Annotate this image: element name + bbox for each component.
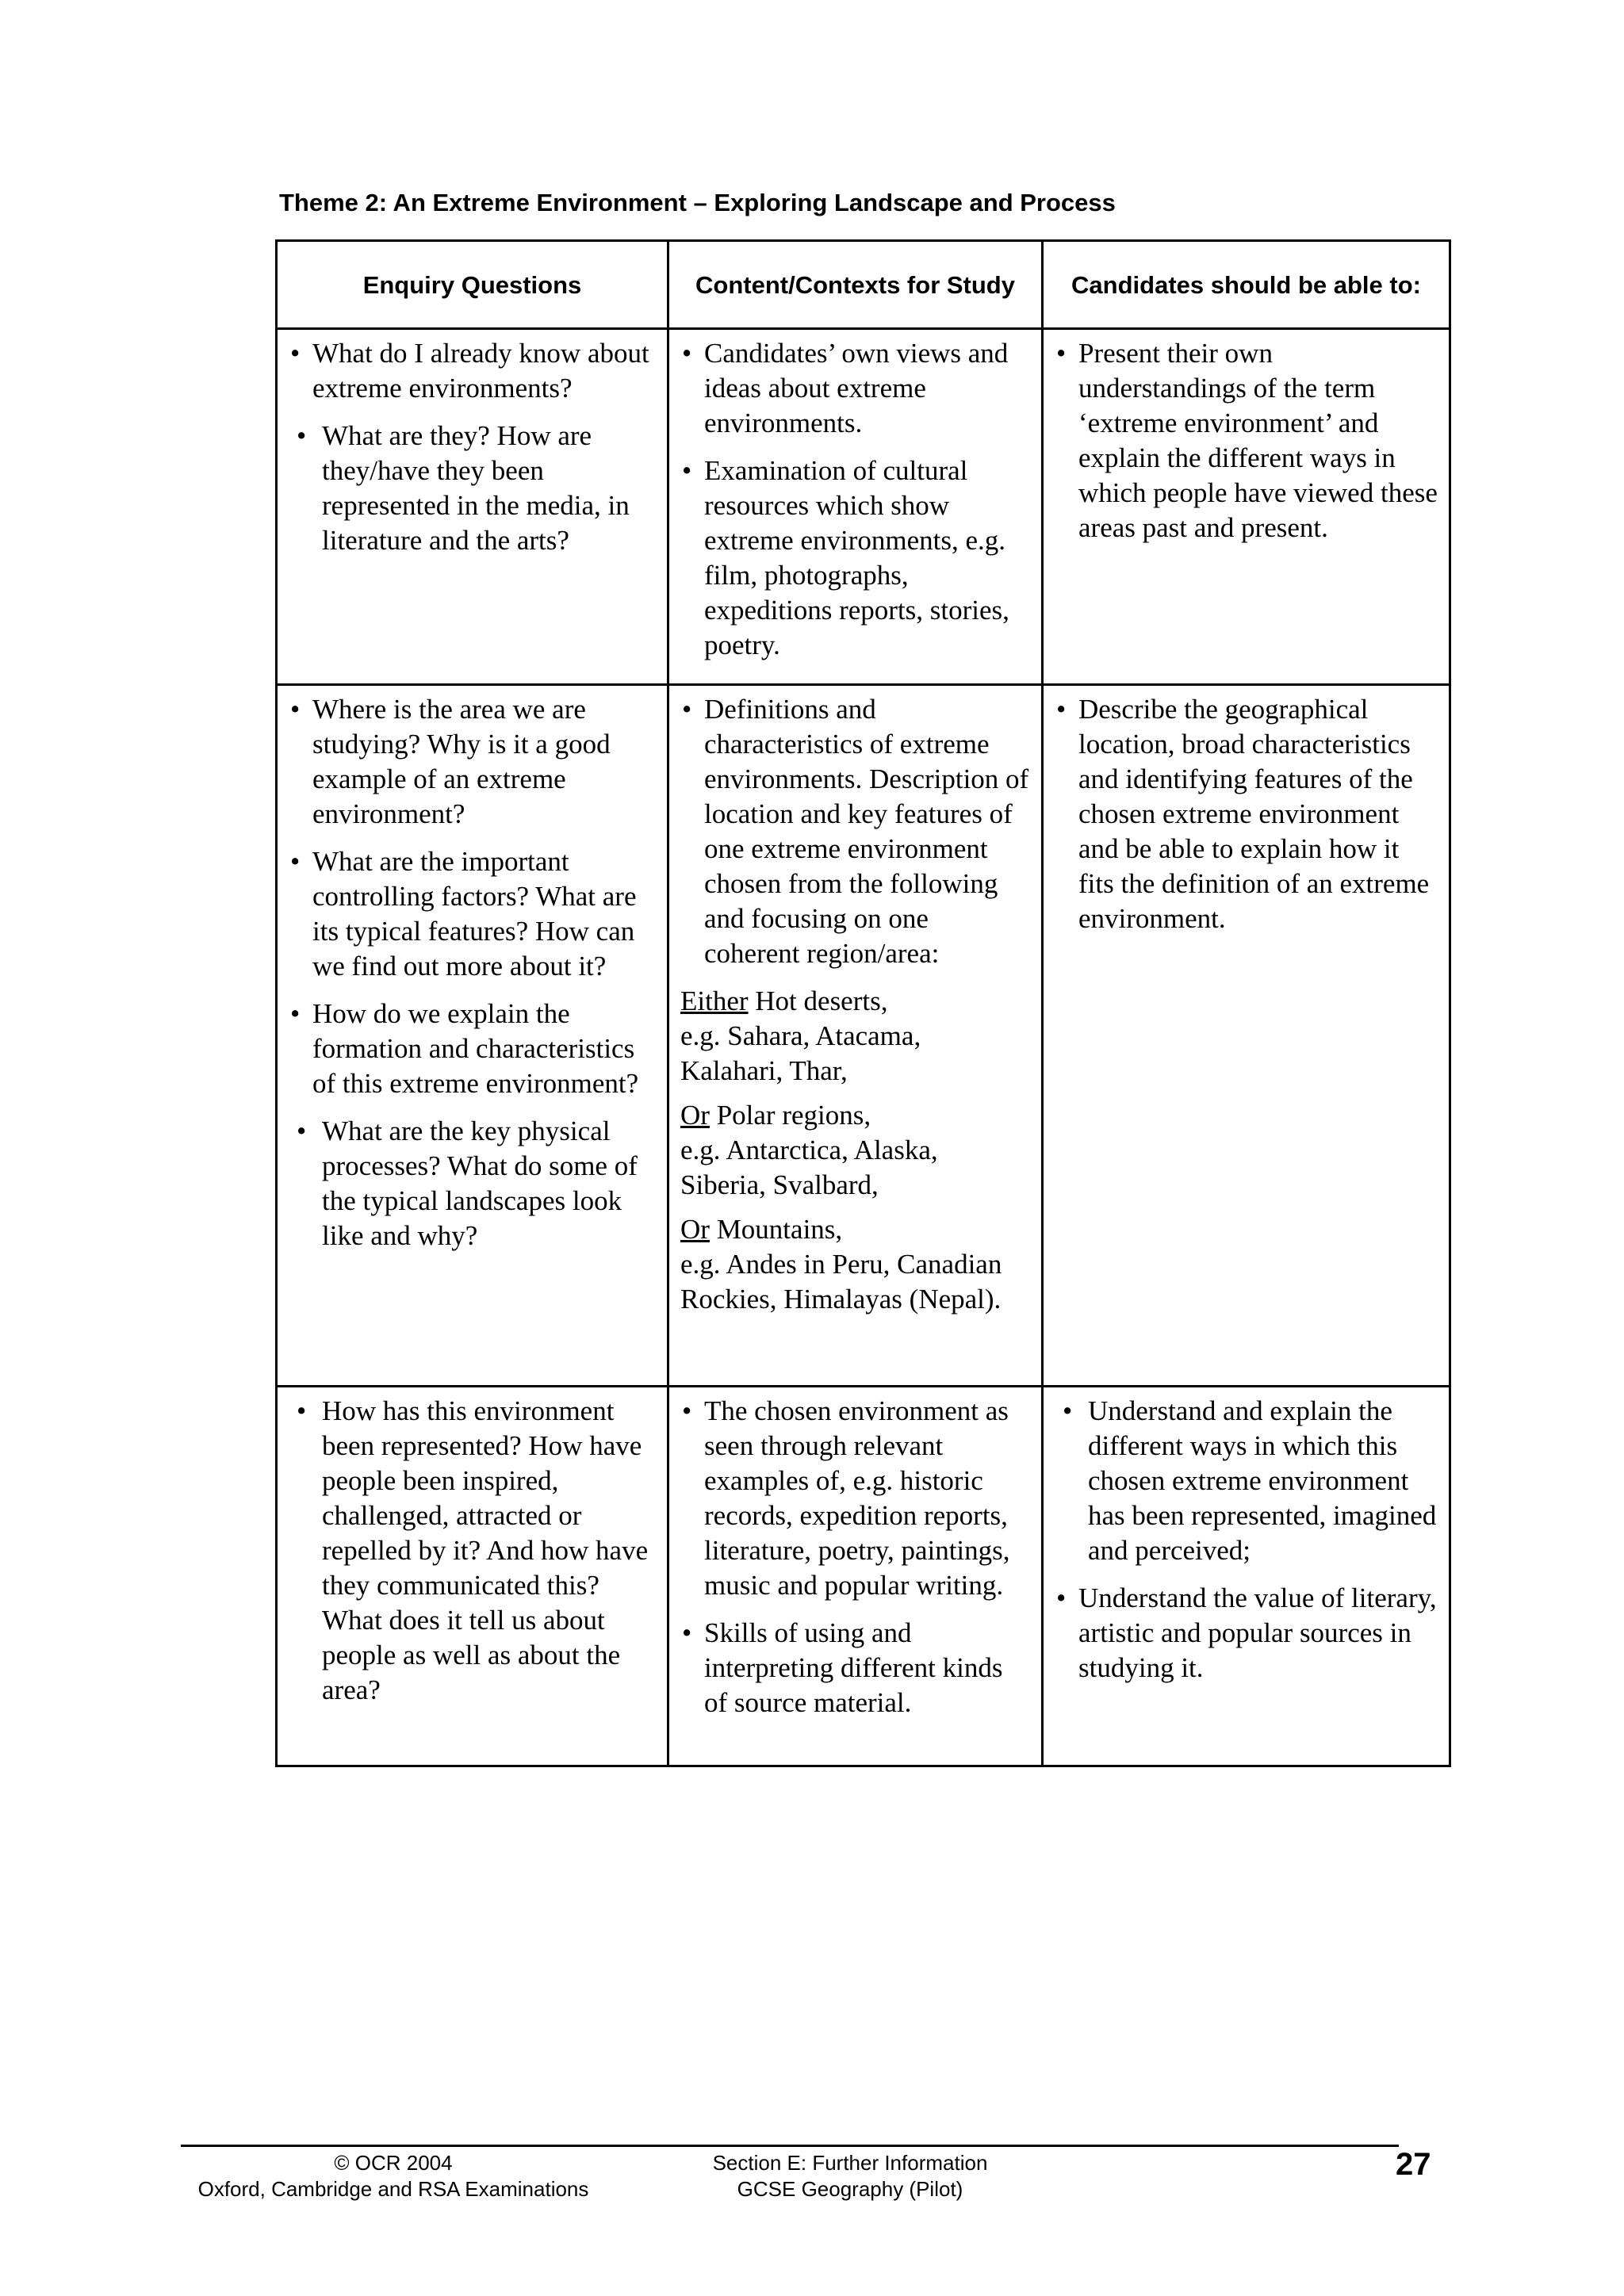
candidates-item: • Understand and explain the different ways in which this chosen extreme environment has been represented, imagined and perceived; [1055,1394,1438,1568]
footer-copyright [181,2150,606,2202]
option-examples: e.g. Andes in Peru, Canadian Rockies, Himalayas (Nepal). [680,1249,1002,1314]
enquiry-questions-cell [277,1387,668,1766]
candidates-item: • Understand the value of literary, artistic and popular sources in studying it. [1055,1581,1438,1686]
question-item: • Where is the area we are studying? Why is it a good example of an extreme environment? [289,692,656,832]
question-item: • What are the key physical processes? What do some of the typical landscapes look like and why? [289,1114,656,1253]
content-cell [668,685,1043,1387]
option-word: Either [680,985,749,1016]
option-word: Or [680,1214,710,1245]
theme-title: Theme 2: An Extreme Environment – Exploring Landscape and Process [279,189,1116,216]
candidates-cell [1043,329,1450,685]
table-row [277,685,1450,1387]
region-option-hot-deserts [680,984,1030,1089]
table-row [277,329,1450,685]
table-header-row [277,241,1450,329]
candidates-cell [1043,1387,1450,1766]
option-heading: Polar regions, [709,1100,871,1131]
option-examples: e.g. Sahara, Atacama, Kalahari, Thar, [680,1020,921,1086]
footer-section-line: Section E: Further Information [712,2151,988,2175]
table-row [277,1387,1450,1766]
question-item: • What are the important controlling factors? What are its typical features? How can we find out more about it? [289,844,656,984]
enquiry-questions-cell [277,329,668,685]
content-item: • Examination of cultural resources which show extreme environments, e.g. film, photographs, expeditions reports, stories, poetry. [680,453,1030,663]
option-examples: e.g. Antarctica, Alaska, Siberia, Svalbard, [680,1135,938,1200]
region-option-polar-regions [680,1098,1030,1203]
question-item: • What do I already know about extreme environments? [289,336,656,406]
option-word: Or [680,1100,710,1131]
header-content-contexts: Content/Contexts for Study [668,241,1043,329]
enquiry-questions-cell [277,685,668,1387]
content-item: • Skills of using and interpreting different kinds of source material. [680,1616,1030,1720]
footer-organisation-line: Oxford, Cambridge and RSA Examinations [197,2177,589,2201]
footer-section-info [660,2150,1040,2202]
candidates-item: • Describe the geographical location, broad characteristics and identifying features of the chosen extreme environment and be able to explain how it fits the definition of an extreme environment. [1055,692,1438,936]
region-option-mountains [680,1212,1030,1317]
candidates-item: • Present their own understandings of the term ‘extreme environment’ and explain the different ways in which people have viewed these areas past and present. [1055,336,1438,545]
candidates-cell [1043,685,1450,1387]
header-candidates-able-to: Candidates should be able to: [1043,241,1450,329]
syllabus-table [275,239,1451,1767]
question-item: • What are they? How are they/have they been represented in the media, in literature and the arts? [289,419,656,558]
content-item: • The chosen environment as seen through relevant examples of, e.g. historic records, expedition reports, literature, poetry, paintings, music and popular writing. [680,1394,1030,1603]
option-heading: Mountains, [709,1214,843,1245]
header-enquiry-questions: Enquiry Questions [277,241,668,329]
page-number: 27 [1396,2147,1431,2182]
content-cell [668,329,1043,685]
footer-course-line: GCSE Geography (Pilot) [737,2177,963,2201]
footer-copyright-line: © OCR 2004 [334,2151,453,2175]
question-item: • How has this environment been represented? How have people been inspired, challenged, attracted or repelled by it? And how have they communicated this? What does it tell us about people as well as about the area? [289,1394,656,1708]
content-cell [668,1387,1043,1766]
content-item: • Definitions and characteristics of extreme environments. Description of location and key features of one extreme environment chosen from the following and focusing on one coherent region/area: [680,692,1030,971]
question-item: • How do we explain the formation and characteristics of this extreme environment? [289,997,656,1101]
option-heading: Hot deserts, [748,985,888,1016]
content-item: • Candidates’ own views and ideas about extreme environments. [680,336,1030,441]
footer-divider [181,2145,1399,2147]
